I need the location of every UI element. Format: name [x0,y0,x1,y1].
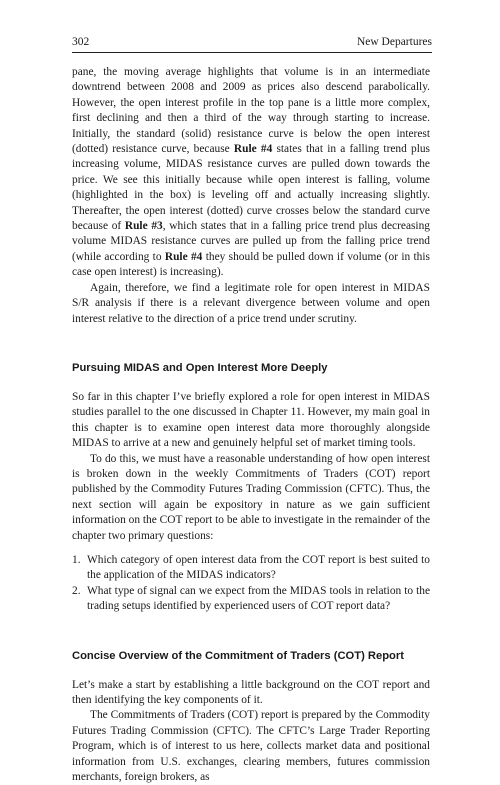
rule-reference: Rule #4 [233,143,273,156]
list-number: 1. [72,553,81,566]
text-run: pane, the moving average highlights that volume is in an intermediate downtrend between 2008 and 2009 as prices also descend parabolically. However, the open interest profile in the top pane is a little more complex, first declining and then a third of the way through starting to increase. Initially, the standard (solid) resistance curve is below the open interest (dotted) resistance curve, because [72,66,430,156]
numbered-list [72,553,430,615]
rule-reference: Rule #4 [164,250,203,263]
paragraph: Again, therefore, we find a legitimate role for open interest in MIDAS S/R analysis if there is a relevant divergence between volume and open interest relative to the direction of a price trend under scrutiny. [72,281,430,325]
paragraph: The Commitments of Traders (COT) report is prepared by the Commodity Futures Trading Commission (CFTC). The CFTC’s Large Trader Reporting Program, which is of interest to us here, collects market data and positional information from U.S. exchanges, clearing members, futures commission merchants, foreign brokers, as [72,709,430,784]
list-item [72,553,430,584]
text-run: states that in a falling trend plus increasing volume, MIDAS resistance curves are pulled down towards the price. We see this initially because while open interest is falling, volume (highlighted in the box) is leveling off and actually increasing slightly. Thereafter, the open interest (dotted) curve crosses below the standard curve because of [72,143,430,233]
paragraph: To do this, we must have a reasonable understanding of how open interest is broken down in the weekly Commitments of Traders (COT) report published by the Commodity Futures Trading Commission (CFTC). Thus, the next section will again be expository in nature as we gain sufficient information on the COT report to be able to investigate in the remainder of the chapter two primary questions: [72,452,430,542]
text-run: they should be pulled down if volume (or in this case open interest) is increasing). [72,250,430,279]
paragraph: So far in this chapter I’ve briefly explored a role for open interest in MIDAS studies parallel to the one discussed in Chapter 11. However, my main goal in this chapter is to examine open interest data more thoroughly alongside MIDAS to arrive at a new and genuinely helpful set of market timing tools. [72,390,430,450]
list-item-text: Which category of open interest data from the COT report is best suited to the application of the MIDAS indicators? [87,553,430,582]
list-number: 2. [72,584,81,597]
paragraph-continuation [72,65,430,281]
list-item [72,584,430,615]
body-text [72,65,430,785]
section-heading: Concise Overview of the Commitment of Traders (COT) Report [72,649,404,662]
page-number: 302 [72,36,90,48]
section-heading: Pursuing MIDAS and Open Interest More Deeply [72,361,328,374]
paragraph: Let’s make a start by establishing a little background on the COT report and then identifying the key components of it. [72,678,430,706]
text-run: , which states that in a falling price trend plus decreasing volume MIDAS resistance curves are pulled up from the falling price trend (while according to [72,220,430,263]
header-rule [72,52,432,53]
running-title: New Departures [356,36,432,48]
rule-reference: Rule #3 [124,220,163,233]
list-item-text: What type of signal can we expect from the MIDAS tools in relation to the trading setups identified by experienced users of COT report data? [87,584,430,613]
running-head [72,36,432,48]
